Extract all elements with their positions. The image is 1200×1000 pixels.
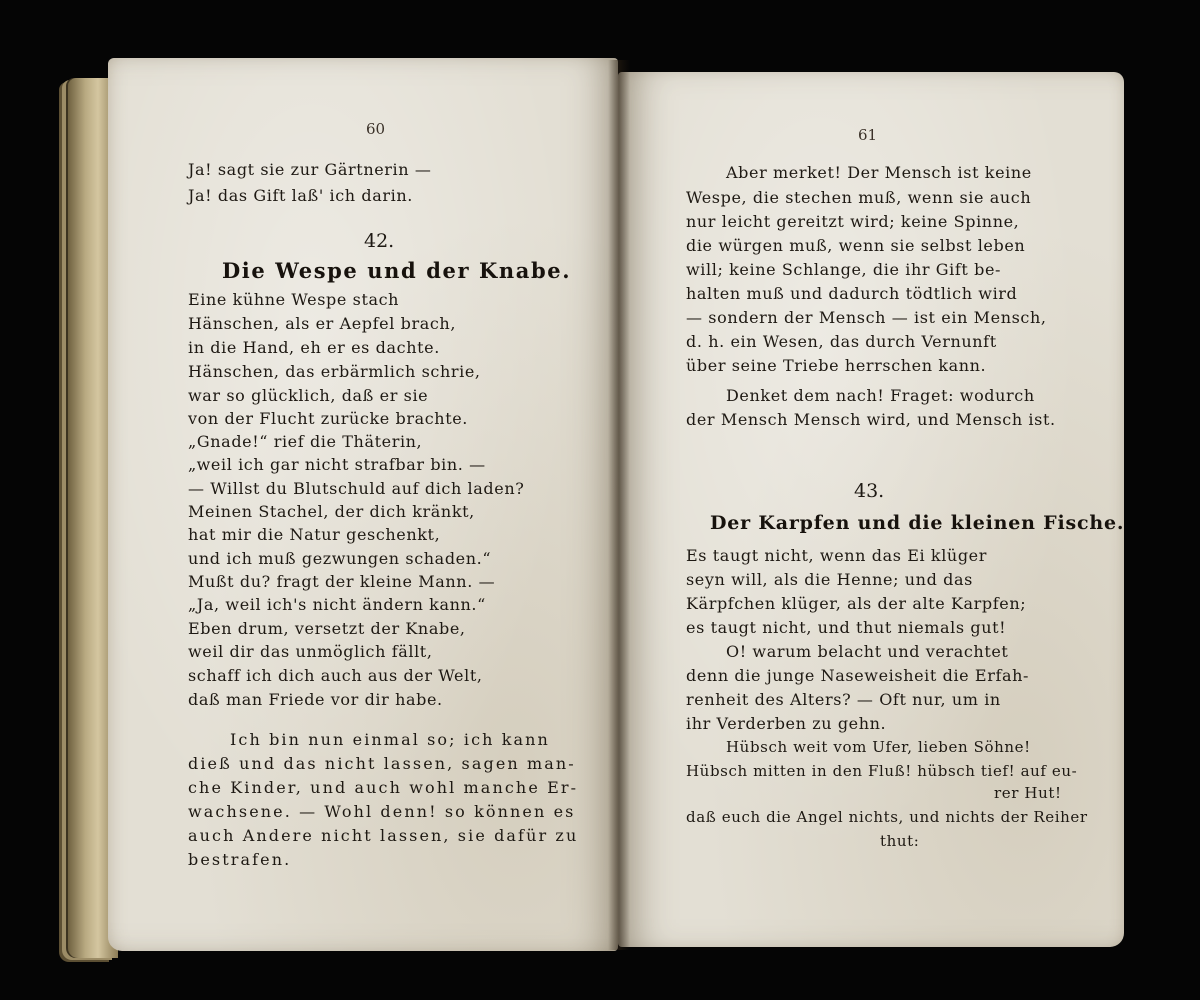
poem-line: Meinen Stachel, der dich kränkt, bbox=[188, 502, 475, 521]
right-text-line: über seine Triebe herrschen kann. bbox=[686, 356, 987, 375]
left-top-line: Ja! das Gift laß' ich darin. bbox=[188, 186, 413, 205]
prose-line: dieß und das nicht lassen, sagen man- bbox=[188, 754, 576, 773]
right-text-line: d. h. ein Wesen, das durch Vernunft bbox=[686, 332, 997, 351]
right-text-line: Wespe, die stechen muß, wenn sie auch bbox=[686, 188, 1032, 207]
verse-line: thut: bbox=[880, 832, 920, 850]
fable-number-42: 42. bbox=[364, 230, 395, 252]
verse-line: Hübsch weit vom Ufer, lieben Söhne! bbox=[726, 738, 1031, 756]
poem-line: schaff ich dich auch aus der Welt, bbox=[188, 666, 483, 685]
right-prose-line: denn die junge Naseweisheit die Erfah- bbox=[686, 666, 1030, 685]
prose-line: che Kinder, und auch wohl manche Er- bbox=[188, 778, 579, 797]
prose-line: wachsene. — Wohl denn! so können es bbox=[188, 802, 576, 821]
poem-line: „Gnade!“ rief die Thäterin, bbox=[188, 432, 423, 451]
poem-line: „Ja, weil ich's nicht ändern kann.“ bbox=[188, 595, 486, 614]
right-prose-line: renheit des Alters? — Oft nur, um in bbox=[686, 690, 1001, 709]
prose-line: bestrafen. bbox=[188, 850, 292, 869]
right-text-line: die würgen muß, wenn sie selbst leben bbox=[686, 236, 1026, 255]
poem-line: war so glücklich, daß er sie bbox=[188, 386, 429, 405]
verse-line: daß euch die Angel nichts, und nichts der Reiher bbox=[686, 808, 1088, 826]
verse-line: rer Hut! bbox=[994, 784, 1062, 802]
poem-line: — Willst du Blutschuld auf dich laden? bbox=[188, 479, 525, 498]
right-prose-line: Es taugt nicht, wenn das Ei klüger bbox=[686, 546, 987, 565]
fable-title-42: Die Wespe und der Knabe. bbox=[222, 258, 572, 283]
verse-line: Hübsch mitten in den Fluß! hübsch tief! auf eu- bbox=[686, 762, 1078, 780]
poem-line: Eine kühne Wespe stach bbox=[188, 290, 400, 309]
poem-line: Eben drum, versetzt der Knabe, bbox=[188, 619, 466, 638]
right-prose-line: seyn will, als die Henne; und das bbox=[686, 570, 973, 589]
poem-line: Hänschen, als er Aepfel brach, bbox=[188, 314, 457, 333]
poem-line: hat mir die Natur geschenkt, bbox=[188, 525, 441, 544]
fable-title-43: Der Karpfen und die kleinen Fische. bbox=[710, 512, 1125, 534]
right-prose-line: ihr Verderben zu gehn. bbox=[686, 714, 887, 733]
poem-line: von der Flucht zurücke brachte. bbox=[188, 409, 468, 428]
left-top-line: Ja! sagt sie zur Gärtnerin — bbox=[188, 160, 432, 179]
fable-number-43: 43. bbox=[854, 480, 885, 502]
right-text-line: will; keine Schlange, die ihr Gift be- bbox=[686, 260, 1002, 279]
right-prose-line: es taugt nicht, und thut niemals gut! bbox=[686, 618, 1007, 637]
poem-line: Mußt du? fragt der kleine Mann. — bbox=[188, 572, 496, 591]
right-text-line: Aber merket! Der Mensch ist keine bbox=[726, 163, 1032, 182]
right-text-line: — sondern der Mensch — ist ein Mensch, bbox=[686, 308, 1047, 327]
poem-line: und ich muß gezwungen schaden.“ bbox=[188, 549, 492, 568]
poem-line: weil dir das unmöglich fällt, bbox=[188, 642, 433, 661]
book-gutter bbox=[608, 60, 630, 950]
poem-line: in die Hand, eh er es dachte. bbox=[188, 338, 440, 357]
right-page bbox=[618, 72, 1124, 947]
right-text-line: Denket dem nach! Fraget: wodurch bbox=[726, 386, 1035, 405]
right-prose-line: O! warum belacht und verachtet bbox=[726, 642, 1009, 661]
page-number-right: 61 bbox=[858, 126, 878, 144]
prose-line: Ich bin nun einmal so; ich kann bbox=[230, 730, 550, 749]
poem-line: Hänschen, das erbärmlich schrie, bbox=[188, 362, 481, 381]
prose-line: auch Andere nicht lassen, sie dafür zu bbox=[188, 826, 579, 845]
right-text-line: halten muß und dadurch tödtlich wird bbox=[686, 284, 1018, 303]
left-page bbox=[108, 58, 618, 951]
right-text-line: nur leicht gereitzt wird; keine Spinne, bbox=[686, 212, 1020, 231]
page-number-left: 60 bbox=[366, 120, 386, 138]
poem-line: „weil ich gar nicht strafbar bin. — bbox=[188, 455, 486, 474]
poem-line: daß man Friede vor dir habe. bbox=[188, 690, 443, 709]
right-text-line: der Mensch Mensch wird, und Mensch ist. bbox=[686, 410, 1056, 429]
right-prose-line: Kärpfchen klüger, als der alte Karpfen; bbox=[686, 594, 1027, 613]
